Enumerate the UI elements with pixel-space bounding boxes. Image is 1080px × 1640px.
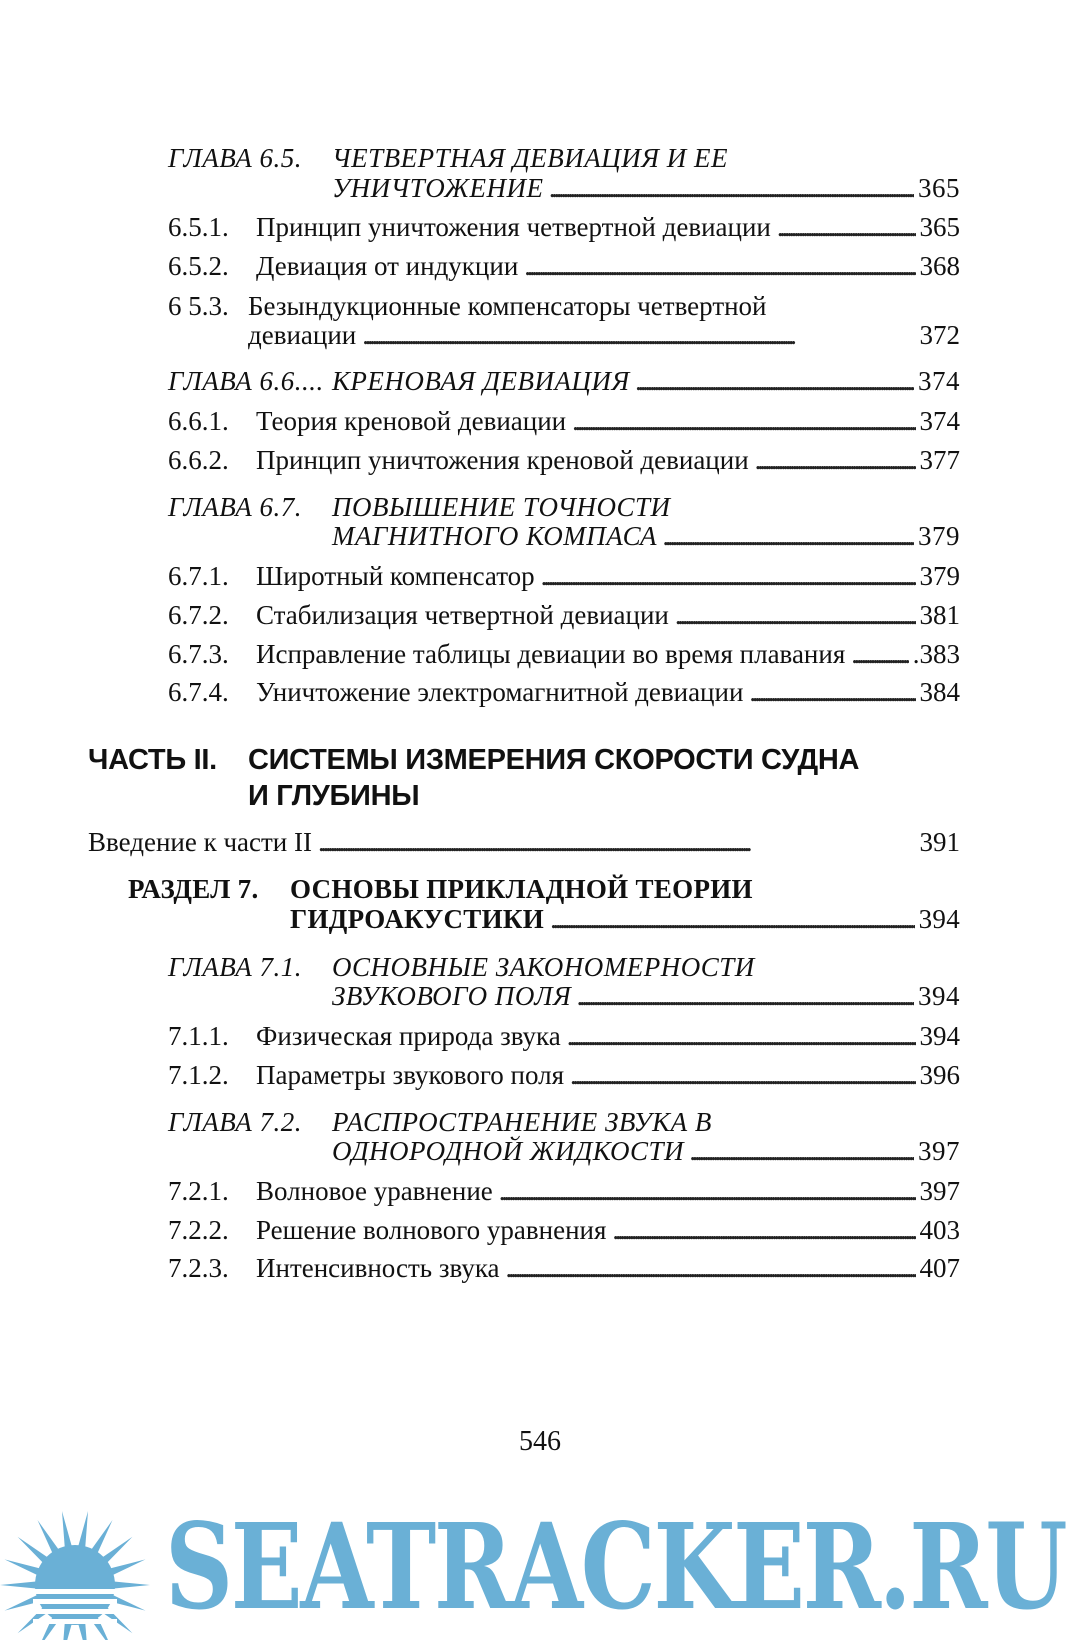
- dot-leader: [506, 1252, 916, 1284]
- sun-ray: [62, 1511, 72, 1548]
- dot-leader: [541, 560, 916, 592]
- section-number: 6.6.1.: [168, 406, 229, 436]
- section-title: Стабилизация четвертной девиации: [256, 600, 669, 630]
- sun-stripe: [33, 1609, 117, 1614]
- sun-ray: [38, 1520, 60, 1554]
- chapter-6-7-title-line2: МАГНИТНОГО КОМПАСА: [332, 521, 658, 551]
- dot-leader: [550, 903, 915, 935]
- section-page: 384: [919, 677, 960, 707]
- intro-part-2-entry[interactable]: [88, 826, 960, 858]
- intro-page: 391: [919, 827, 960, 857]
- sun-stripe: [33, 1599, 117, 1604]
- section-6-7-4-entry[interactable]: [168, 676, 960, 708]
- dot-leader: [755, 444, 916, 476]
- sun-ray: [102, 1537, 133, 1564]
- chapter-7-2-title-line2: ОДНОРОДНОЙ ЖИДКОСТИ: [332, 1136, 684, 1166]
- section-number: 7.1.1.: [168, 1021, 229, 1051]
- section-number: 6.7.3.: [168, 639, 229, 669]
- section-number: 7.2.3.: [168, 1253, 229, 1283]
- watermark-text: SEATRACKER.RU: [165, 1497, 1066, 1636]
- sun-ray: [109, 1559, 145, 1575]
- sun-ray: [91, 1520, 113, 1554]
- dot-leader: [663, 520, 914, 552]
- chapter-7-2-entry[interactable]: [332, 1135, 960, 1167]
- chapter-7-2-title-line1: РАСПРОСТРАНЕНИЕ ЗВУКА В: [332, 1107, 712, 1137]
- section-6-5-3-entry[interactable]: [248, 319, 960, 351]
- chapter-7-1-number: ГЛАВА 7.1.: [168, 952, 302, 982]
- sun-ray: [18, 1537, 49, 1564]
- dot-leader: [567, 1020, 916, 1052]
- section-title: Исправление таблицы девиации во время плавания: [256, 639, 846, 669]
- section-page: 397: [919, 1176, 960, 1206]
- section-number: 6.7.2.: [168, 600, 229, 630]
- dot-leader: [749, 676, 915, 708]
- section-title-line2: девиации: [248, 320, 357, 350]
- section-7-2-1-entry[interactable]: [168, 1175, 960, 1207]
- intro-title: Введение к части II: [88, 827, 312, 857]
- section-title: Уничтожение электромагнитной девиации: [256, 677, 744, 707]
- section-number: 6.7.4.: [168, 677, 229, 707]
- chapter-7-2-page: 397: [918, 1136, 960, 1166]
- section-7-1-1-entry[interactable]: [168, 1020, 960, 1052]
- section-6-6-1-entry[interactable]: [168, 405, 960, 437]
- section-number: 6.7.1.: [168, 561, 229, 591]
- section-6-7-2-entry[interactable]: [168, 599, 960, 631]
- section-7-2-3-entry[interactable]: [168, 1252, 960, 1284]
- section-title: Решение волнового уравнения: [256, 1215, 607, 1245]
- dot-leader: [499, 1175, 916, 1207]
- chapter-6-7-number: ГЛАВА 6.7.: [168, 492, 302, 522]
- chapter-6-7-page: 379: [918, 521, 960, 551]
- section-title: Принцип уничтожения четвертной девиации: [256, 212, 771, 242]
- chapter-number: ГЛАВА 6.6....: [168, 366, 324, 396]
- dot-leader: [572, 405, 915, 437]
- chapter-6-5-page: 365: [918, 173, 960, 203]
- section-page: 394: [919, 1021, 960, 1051]
- section-page: 377: [919, 445, 960, 475]
- chapter-7-1-title-line2: ЗВУКОВОГО ПОЛЯ: [332, 981, 572, 1011]
- chapter-6-5-title-line1: ЧЕТВЕРТНАЯ ДЕВИАЦИЯ И ЕЕ: [332, 143, 728, 173]
- section-7-title-line2: ГИДРОАКУСТИКИ: [290, 904, 545, 934]
- section-6-5-1-entry[interactable]: [168, 211, 960, 243]
- chapter-6-7-entry[interactable]: [332, 520, 960, 552]
- section-page: 396: [919, 1060, 960, 1090]
- chapter-6-5-number: ГЛАВА 6.5.: [168, 143, 302, 173]
- section-7-number: РАЗДЕЛ 7.: [128, 874, 259, 904]
- dot-leader: [636, 365, 914, 397]
- dot-leader: [777, 211, 916, 243]
- section-6-5-3-title-line1: Безындукционные компенсаторы четвертной: [248, 291, 767, 321]
- section-page: 372: [919, 320, 960, 350]
- section-title: Теория креновой девиации: [256, 406, 567, 436]
- section-number: 7.2.1.: [168, 1176, 229, 1206]
- chapter-7-1-title-line1: ОСНОВНЫЕ ЗАКОНОМЕРНОСТИ: [332, 952, 755, 982]
- section-number: 7.1.2.: [168, 1060, 229, 1090]
- section-title: Широтный компенсатор: [256, 561, 535, 591]
- dot-leader: [318, 826, 916, 858]
- section-6-6-2-entry[interactable]: [168, 444, 960, 476]
- section-page: 374: [919, 406, 960, 436]
- chapter-6-5-entry[interactable]: [332, 172, 960, 204]
- dot-leader: [524, 250, 915, 282]
- section-page: 368: [919, 251, 960, 281]
- section-6-7-1-entry[interactable]: [168, 560, 960, 592]
- section-7-title-line1: ОСНОВЫ ПРИКЛАДНОЙ ТЕОРИИ: [290, 874, 753, 904]
- dot-leader: [577, 980, 914, 1012]
- chapter-6-6-entry[interactable]: [168, 365, 960, 397]
- dot-leader: [690, 1135, 914, 1167]
- chapter-6-5-title-line2: УНИЧТОЖЕНИЕ: [332, 173, 544, 203]
- section-number: 7.2.2.: [168, 1215, 229, 1245]
- section-title: Интенсивность звука: [256, 1253, 500, 1283]
- dot-leader: [362, 319, 915, 351]
- section-title: Волновое уравнение: [256, 1176, 493, 1206]
- dot-leader: [612, 1214, 915, 1246]
- sun-ray: [0, 1581, 37, 1588]
- dot-leader: [851, 638, 909, 670]
- part-2-title-line2[interactable]: И ГЛУБИНЫ: [248, 780, 420, 812]
- chapter-7-1-entry[interactable]: [332, 980, 960, 1012]
- section-page: .383: [912, 639, 960, 669]
- sun-ray: [113, 1581, 150, 1588]
- page-number: 546: [519, 1426, 561, 1457]
- chapter-7-1-page: 394: [918, 981, 960, 1011]
- dot-leader: [570, 1059, 916, 1091]
- sun-ray: [5, 1559, 41, 1575]
- section-6-7-3-entry[interactable]: [168, 638, 960, 670]
- section-title: Физическая природа звука: [256, 1021, 561, 1051]
- chapter-page: 374: [918, 366, 960, 396]
- section-7-page: 394: [918, 904, 960, 934]
- part-2-number: ЧАСТЬ II.: [88, 744, 217, 776]
- section-6-5-2-entry[interactable]: [168, 250, 960, 282]
- section-title: Девиация от индукции: [256, 251, 519, 281]
- section-7-entry[interactable]: [290, 903, 960, 935]
- sun-stripe: [33, 1619, 117, 1624]
- dot-leader: [675, 599, 916, 631]
- chapter-7-2-number: ГЛАВА 7.2.: [168, 1107, 302, 1137]
- section-page: 365: [919, 212, 960, 242]
- section-6-5-3-number: 6 5.3.: [168, 291, 229, 321]
- part-2-title-line1[interactable]: СИСТЕМЫ ИЗМЕРЕНИЯ СКОРОСТИ СУДНА: [248, 744, 860, 776]
- chapter-title: КРЕНОВАЯ ДЕВИАЦИЯ: [332, 366, 630, 396]
- section-number: 6.5.2.: [168, 251, 229, 281]
- dot-leader: [549, 172, 914, 204]
- section-number: 6.6.2.: [168, 445, 229, 475]
- section-page: 403: [919, 1215, 960, 1245]
- chapter-6-7-title-line1: ПОВЫШЕНИЕ ТОЧНОСТИ: [332, 492, 671, 522]
- section-page: 407: [919, 1253, 960, 1283]
- section-7-2-2-entry[interactable]: [168, 1214, 960, 1246]
- sun-stripe: [33, 1589, 117, 1594]
- sun-ray: [78, 1511, 88, 1548]
- section-7-1-2-entry[interactable]: [168, 1059, 960, 1091]
- section-page: 381: [919, 600, 960, 630]
- section-page: 379: [919, 561, 960, 591]
- section-number: 6.5.1.: [168, 212, 229, 242]
- section-title: Принцип уничтожения креновой девиации: [256, 445, 749, 475]
- section-title: Параметры звукового поля: [256, 1060, 564, 1090]
